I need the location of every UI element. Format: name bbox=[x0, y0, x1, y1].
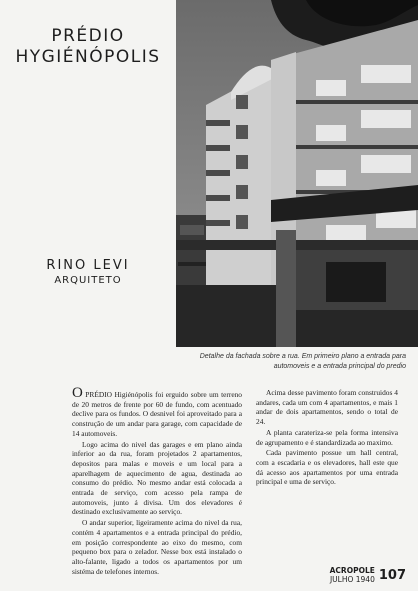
article-title-line1: PRÉDIO bbox=[51, 26, 125, 46]
paragraph: Cada pavimento possue um hall central, com a escadaria e os elevadores, hall este que dá acesso aos apartamentos por uma entrada principal e uma de serviço. bbox=[256, 448, 398, 487]
page-number: 107 bbox=[378, 567, 406, 583]
magazine-info bbox=[330, 566, 375, 584]
paragraph: Logo acima do nivel das garages e em plano ainda inferior ao da rua, foram projetados 2 apartamentos, depositos para malas e moveis e um local para a aparelhagem de aquecimento de agua, destinada ao consumo do prédio. No mesmo andar está colocada a entrada de serviço, com acesso pela rampa de automoveis, junto á divisa. Um dos elevadores é destinado exclusivamente ao serviço. bbox=[72, 439, 242, 517]
paragraph bbox=[72, 385, 242, 439]
paragraph: A planta carateriza-se pela forma intensiva de agrupamento e é standardizada ao maximo. bbox=[256, 427, 398, 447]
author-block bbox=[0, 258, 176, 286]
building-photo bbox=[176, 0, 418, 347]
photo-caption: Detalhe da fachada sobre a rua. Em primeiro plano a entrada para automoveis e a entrada principal do predio bbox=[199, 353, 406, 370]
article-title-line2: HYGIÉNÓPOLIS bbox=[15, 47, 161, 67]
article-column-left bbox=[72, 385, 242, 576]
author-role: ARQUITETO bbox=[54, 275, 122, 286]
magazine-name: ACROPOLE bbox=[329, 566, 375, 575]
article-title bbox=[0, 26, 176, 68]
paragraph: O andar superior, ligeiramente acima do nivel da rua, contém 4 apartamentos e a entrada principal do prédio, em posição correspondente ao eixo do mesmo, com pequeno box para o zelador. Nesse box está instalado o alto-falante, ligado a todos os apartamentos por um sistéma de telefones internos. bbox=[72, 518, 242, 576]
page-footer bbox=[330, 566, 406, 584]
drop-cap: O bbox=[72, 385, 83, 401]
magazine-issue: JULHO 1940 bbox=[329, 575, 375, 584]
paragraph: Acima desse pavimento foram construidos 4 andares, cada um com 4 apartamentos, e mais 1 andar de dois apartamentos, sendo o total de 24. bbox=[256, 388, 398, 427]
paragraph-text: PRÉDIO Higiénópolis foi erguido sobre um terreno de 20 metros de frente por 60 de fundo, com acentuado declive para os fundos. O desnivel foi aproveitado para a construção de um andar para garage, com capacidade de 14 automoveis. bbox=[72, 390, 242, 438]
author-name: RINO LEVI bbox=[46, 258, 130, 273]
article-column-right bbox=[256, 388, 398, 488]
